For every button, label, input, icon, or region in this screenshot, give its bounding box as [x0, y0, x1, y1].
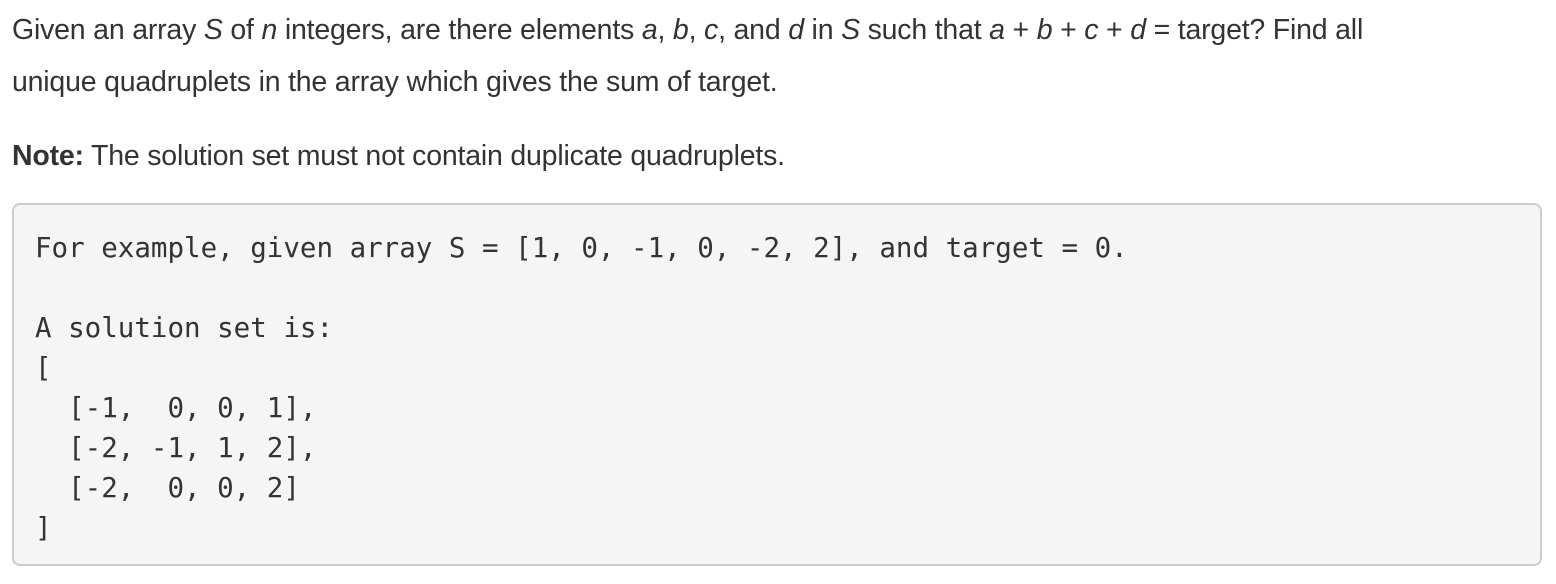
- desc-text: in: [803, 14, 842, 46]
- note-paragraph: [12, 130, 1542, 182]
- desc-text: +: [1098, 14, 1131, 46]
- desc-line-2: unique quadruplets in the array which gives the sum of target.: [12, 66, 778, 98]
- code-line: A solution set is:: [35, 312, 334, 344]
- var-d: d: [1130, 14, 1146, 46]
- code-line: [-2, 0, 0, 2]: [35, 472, 300, 504]
- var-s: S: [841, 14, 860, 46]
- var-s: S: [203, 14, 223, 46]
- code-line: ]: [35, 512, 52, 544]
- var-c: c: [1084, 14, 1099, 46]
- note-label: Note:: [12, 140, 84, 172]
- var-n: n: [261, 14, 278, 46]
- desc-text: of: [222, 14, 262, 46]
- var-c: c: [704, 14, 719, 46]
- var-a: a: [641, 14, 658, 46]
- desc-text: ,: [657, 14, 673, 46]
- desc-text: Given an array: [12, 14, 204, 46]
- code-line: For example, given array S = [1, 0, -1, 0, -2, 2], and target = 0.: [35, 232, 1128, 264]
- code-line: [-2, -1, 1, 2],: [35, 432, 317, 464]
- code-line: [: [35, 352, 52, 384]
- desc-text: such that: [859, 14, 990, 46]
- desc-text: ,: [688, 14, 705, 46]
- var-b: b: [672, 14, 689, 46]
- desc-text: , and: [718, 14, 789, 46]
- example-code: [35, 228, 1128, 548]
- note-text: The solution set must not contain duplicate quadruplets.: [83, 140, 785, 172]
- var-a: a: [989, 14, 1005, 46]
- desc-text: +: [1052, 14, 1085, 46]
- problem-description: [12, 4, 1542, 108]
- desc-text: +: [1004, 14, 1037, 46]
- desc-text: = target? Find all: [1145, 14, 1364, 46]
- var-d: d: [788, 14, 804, 46]
- code-line: [-1, 0, 0, 1],: [35, 392, 317, 424]
- example-code-block: [12, 203, 1542, 566]
- desc-text: integers, are there elements: [277, 14, 642, 46]
- var-b: b: [1036, 14, 1053, 46]
